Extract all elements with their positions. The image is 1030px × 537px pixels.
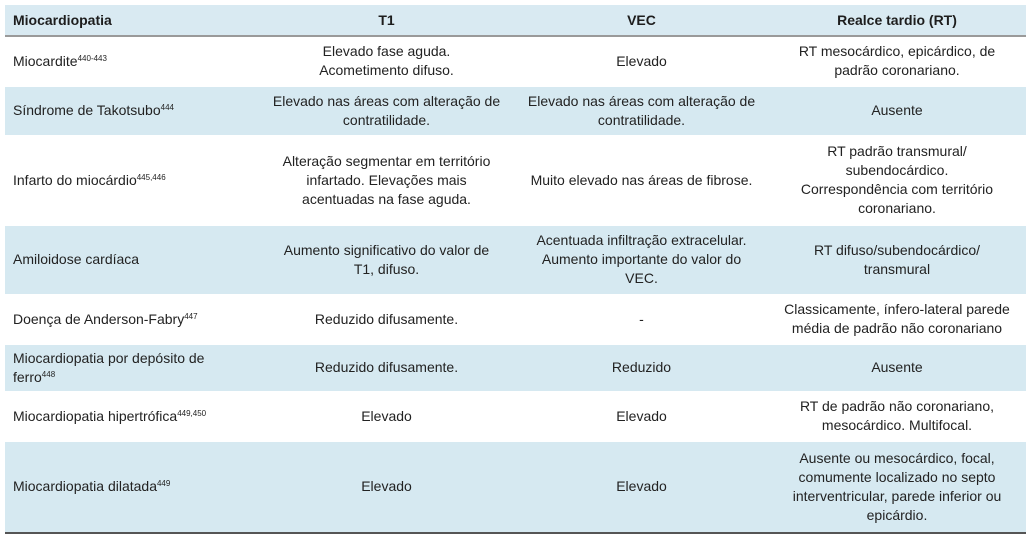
rt-text-line: RT de padrão não coronariano, bbox=[799, 398, 995, 414]
t1-text-line: Elevado fase aguda. bbox=[322, 43, 451, 60]
cell-t1 bbox=[258, 344, 515, 391]
cell-vec bbox=[515, 135, 768, 225]
rt-text-line: Correspondência com território bbox=[800, 181, 994, 197]
cell-miocardiopatia bbox=[5, 36, 258, 86]
rt-text-line: interventricular, parede inferior ou bbox=[792, 487, 1002, 504]
cell-vec bbox=[515, 86, 768, 135]
rt-text-line: mesocárdico. Multifocal. bbox=[821, 417, 973, 433]
t1-text-line: Acometimento difuso. bbox=[319, 62, 454, 79]
cell-t1 bbox=[258, 391, 515, 441]
cell-rt bbox=[768, 441, 1026, 533]
vec-text-line: Acentuada infiltração extracelular. bbox=[536, 232, 747, 248]
t1-text-line: contratilidade. bbox=[342, 111, 431, 128]
cell-vec bbox=[515, 441, 768, 533]
cell-rt bbox=[768, 86, 1026, 135]
vec-text-line: Elevado bbox=[616, 52, 667, 69]
cell-rt bbox=[768, 135, 1026, 225]
table-header bbox=[5, 5, 1026, 36]
t1-text-line: Reduzido difusamente. bbox=[314, 359, 459, 375]
cell-miocardiopatia bbox=[5, 86, 258, 135]
t1-text-line: Elevado bbox=[361, 478, 412, 495]
cardiomyopathy-name: Miocardiopatia hipertrófica bbox=[13, 407, 178, 424]
rt-text-line: coronariano. bbox=[858, 200, 936, 216]
cell-rt bbox=[768, 294, 1026, 344]
rt-text-line: média de padrão não coronariano bbox=[791, 320, 1003, 336]
cell-rt bbox=[768, 391, 1026, 441]
rt-text-line: Ausente bbox=[871, 359, 923, 375]
t1-text-line: Elevado nas áreas com alteração de bbox=[272, 92, 501, 109]
vec-text-line: Muito elevado nas áreas de fibrose. bbox=[530, 171, 753, 188]
cell-rt bbox=[768, 225, 1026, 294]
cell-vec bbox=[515, 344, 768, 391]
table-row bbox=[5, 441, 1026, 533]
table-row bbox=[5, 135, 1026, 225]
cell-t1 bbox=[258, 225, 515, 294]
cell-t1 bbox=[258, 294, 515, 344]
t1-text-line: T1, difuso. bbox=[353, 260, 420, 277]
rt-text-line: epicárdio. bbox=[866, 506, 928, 523]
reference-superscript: 447 bbox=[184, 311, 198, 321]
reference-superscript: 449,450 bbox=[177, 408, 207, 418]
cell-t1 bbox=[258, 86, 515, 135]
rt-text-line: padrão coronariano. bbox=[834, 62, 960, 79]
cell-miocardiopatia bbox=[5, 225, 258, 294]
cell-vec bbox=[515, 36, 768, 86]
t1-text-line: Reduzido difusamente. bbox=[314, 310, 459, 327]
vec-text-line: - bbox=[639, 310, 644, 327]
cell-t1 bbox=[258, 441, 515, 533]
header-miocardiopatia: Miocardiopatia bbox=[5, 5, 258, 36]
header-row bbox=[5, 5, 1026, 36]
t1-text-line: acentuadas na fase aguda. bbox=[302, 190, 471, 207]
cell-rt bbox=[768, 344, 1026, 391]
cell-vec bbox=[515, 391, 768, 441]
cell-miocardiopatia bbox=[5, 344, 258, 391]
vec-text-line: contratilidade. bbox=[597, 111, 686, 128]
reference-superscript: 449 bbox=[156, 479, 171, 489]
t1-text-line: Alteração segmentar em território bbox=[282, 152, 491, 169]
cell-t1 bbox=[258, 36, 515, 86]
table-row bbox=[5, 344, 1026, 391]
table-row bbox=[5, 36, 1026, 86]
rt-text-line: RT padrão transmural/ bbox=[827, 143, 967, 159]
cardiomyopathy-name: Miocardite bbox=[13, 52, 78, 69]
rt-text-line: RT difuso/subendocárdico/ bbox=[813, 241, 981, 258]
header-t1: T1 bbox=[258, 5, 515, 36]
table-body bbox=[5, 36, 1026, 533]
reference-superscript: 445,446 bbox=[136, 172, 166, 182]
cell-vec bbox=[515, 294, 768, 344]
vec-text-line: Aumento importante do valor do bbox=[541, 251, 742, 267]
vec-text-line: VEC. bbox=[625, 270, 658, 286]
header-realce-tardio: Realce tardio (RT) bbox=[768, 5, 1026, 36]
header-vec: VEC bbox=[515, 5, 768, 36]
table-row bbox=[5, 225, 1026, 294]
cell-rt bbox=[768, 36, 1026, 86]
reference-superscript: 448 bbox=[41, 369, 56, 379]
rt-text-line: subendocárdico. bbox=[845, 162, 949, 178]
cardiomyopathy-table bbox=[5, 5, 1026, 534]
cell-miocardiopatia bbox=[5, 391, 258, 441]
table-row bbox=[5, 391, 1026, 441]
cardiomyopathy-name: Amiloidose cardíaca bbox=[13, 251, 140, 267]
table-row bbox=[5, 294, 1026, 344]
cell-t1 bbox=[258, 135, 515, 225]
rt-text-line: Ausente ou mesocárdico, focal, bbox=[799, 449, 995, 466]
cell-vec bbox=[515, 225, 768, 294]
cardiomyopathy-name: Síndrome de Takotsubo bbox=[13, 102, 161, 118]
rt-text-line: transmural bbox=[863, 260, 931, 277]
rt-text-line: comumente localizado no septo bbox=[798, 468, 996, 485]
reference-superscript: 440-443 bbox=[77, 53, 107, 63]
table-row bbox=[5, 86, 1026, 135]
cell-miocardiopatia bbox=[5, 294, 258, 344]
rt-text-line: Ausente bbox=[871, 102, 923, 118]
rt-text-line: RT mesocárdico, epicárdico, de bbox=[798, 43, 996, 60]
cardiomyopathy-name: Miocardiopatia dilatada bbox=[13, 478, 157, 495]
cardiomyopathy-name: Doença de Anderson-Fabry bbox=[13, 310, 185, 327]
rt-text-line: Classicamente, ínfero-lateral parede bbox=[784, 301, 1010, 317]
cell-miocardiopatia bbox=[5, 441, 258, 533]
t1-text-line: Elevado bbox=[361, 407, 412, 424]
cardiomyopathy-name: Infarto do miocárdio bbox=[13, 171, 137, 188]
vec-text-line: Reduzido bbox=[611, 359, 672, 375]
vec-text-line: Elevado nas áreas com alteração de bbox=[527, 92, 756, 109]
vec-text-line: Elevado bbox=[616, 478, 667, 495]
t1-text-line: infartado. Elevações mais bbox=[306, 171, 467, 188]
vec-text-line: Elevado bbox=[616, 407, 667, 424]
cardiomyopathy-name: Miocardiopatia por depósito de ferro bbox=[13, 349, 205, 385]
t1-text-line: Aumento significativo do valor de bbox=[283, 241, 490, 258]
cell-miocardiopatia bbox=[5, 135, 258, 225]
reference-superscript: 444 bbox=[160, 103, 174, 112]
